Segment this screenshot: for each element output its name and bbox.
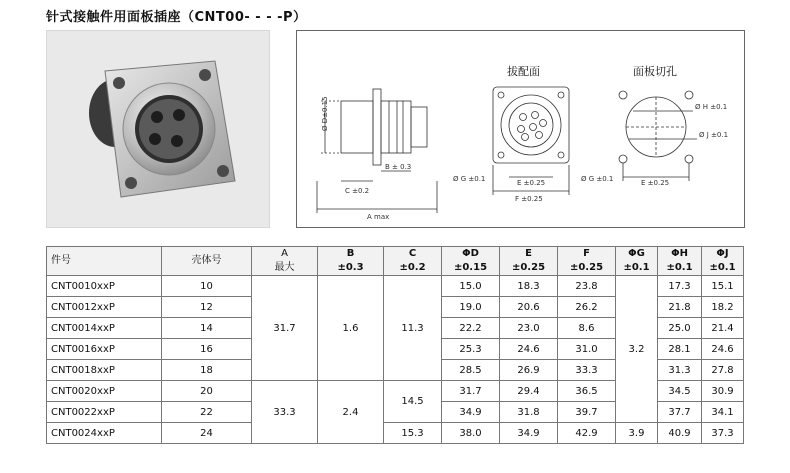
dim-g-front: Ø G ±0.1 — [453, 175, 486, 183]
technical-drawing-svg — [297, 31, 744, 227]
header-g: ΦG ±0.1 — [616, 247, 658, 276]
dim-e-cutout: E ±0.25 — [641, 179, 670, 187]
table-row: CNT0020xxP 20 33.3 2.4 14.5 31.7 29.4 36.5 34.5 30.9 — [47, 381, 744, 402]
table-row: CNT0010xxP 10 31.7 1.6 11.3 15.0 18.3 23.8 3.2 17.3 15.1 — [47, 276, 744, 297]
header-c: C ±0.2 — [384, 247, 442, 276]
dim-g-cutout: Ø G ±0.1 — [581, 175, 614, 183]
product-photo — [46, 30, 270, 228]
connector-photo-image — [47, 31, 269, 227]
dim-a: A max — [367, 213, 390, 221]
table-row: CNT0012xxP 12 19.0 20.6 26.2 21.8 18.2 — [47, 297, 744, 318]
header-a: A 最大 — [252, 247, 318, 276]
table-row: CNT0018xxP 18 28.5 26.9 33.3 31.3 27.8 — [47, 360, 744, 381]
header-h: ΦH ±0.1 — [658, 247, 702, 276]
dim-b: B ± 0.3 — [385, 163, 412, 171]
header-e: E ±0.25 — [500, 247, 558, 276]
panel-cutout-label: 面板切孔 — [633, 65, 677, 78]
table-row: CNT0014xxP 14 22.2 23.0 8.6 25.0 21.4 — [47, 318, 744, 339]
dim-e-front: E ±0.25 — [517, 179, 546, 187]
header-part-no: 件号 — [47, 247, 162, 276]
table-row: CNT0022xxP 22 34.9 31.8 39.7 37.7 34.1 — [47, 402, 744, 423]
header-f: F ±0.25 — [558, 247, 616, 276]
table-row: CNT0016xxP 16 25.3 24.6 31.0 28.1 24.6 — [47, 339, 744, 360]
spec-table — [46, 246, 744, 444]
dim-c: C ±0.2 — [345, 187, 370, 195]
header-d: ΦD ±0.15 — [442, 247, 500, 276]
mating-face-label: 拔配面 — [507, 65, 540, 78]
page-title: 针式接触件用面板插座（CNT00- - - -P） — [46, 10, 307, 25]
dim-d: Ø D±0.15 — [321, 96, 329, 131]
table-row: CNT0024xxP 24 15.3 38.0 34.9 42.9 3.9 40.9 37.3 — [47, 423, 744, 444]
dim-f: F ±0.25 — [515, 195, 543, 203]
header-shell-size: 壳体号 — [162, 247, 252, 276]
header-j: ΦJ ±0.1 — [702, 247, 744, 276]
dim-j: Ø J ±0.1 — [699, 131, 729, 139]
header-b: B ±0.3 — [318, 247, 384, 276]
dim-h: Ø H ±0.1 — [695, 103, 728, 111]
dimension-drawing — [296, 30, 745, 228]
